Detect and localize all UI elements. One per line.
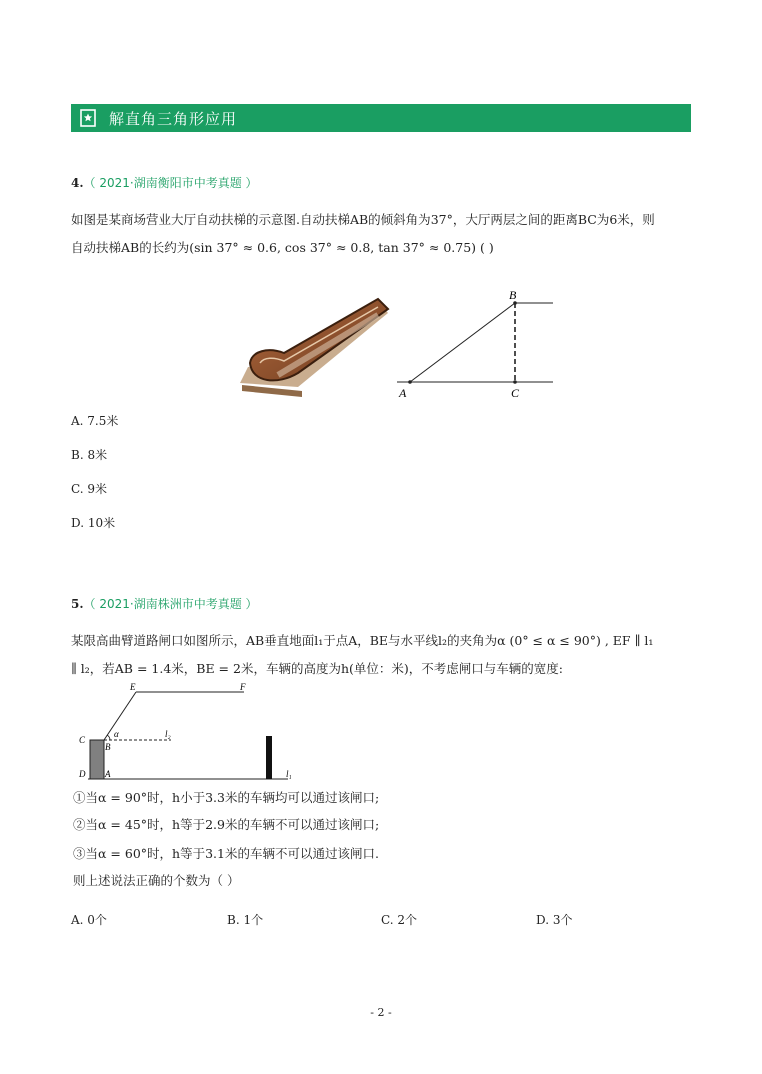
section-banner xyxy=(71,104,691,132)
q5-option-b[interactable]: B. 1个 xyxy=(227,913,264,927)
vehicle-bar xyxy=(266,736,272,779)
label-b: B xyxy=(509,288,517,302)
q4-triangle-figure xyxy=(393,285,563,403)
label-l2: l₂ xyxy=(165,729,171,739)
point-c xyxy=(513,380,517,384)
bookmark-star-icon xyxy=(79,109,97,127)
point-a xyxy=(408,380,412,384)
label-alpha: α xyxy=(114,729,119,739)
q5-statement-2: ②当α = 45°时，h等于2.9米的车辆不可以通过该闸口; xyxy=(73,817,380,832)
label-c: C xyxy=(79,735,86,745)
q5-statement-3: ③当α = 60°时，h等于3.1米的车辆不可以通过该闸口. xyxy=(73,846,379,861)
q5-source: （ 2021·湖南株洲市中考真题 ） xyxy=(83,597,258,611)
angle-arc xyxy=(107,735,110,740)
q5-stem-line1: 某限高曲臂道路闸口如图所示，AB垂直地面l₁于点A，BE与水平线l₂的夹角为α (0° ≤ α ≤ 90°) , EF ∥ l₁ xyxy=(71,633,654,648)
label-a: A xyxy=(105,769,111,779)
q4-stem-line1: 如图是某商场营业大厅自动扶梯的示意图.自动扶梯AB的倾斜角为37°，大厅两层之间的距离BC为6米，则 xyxy=(71,212,655,227)
q5-option-c[interactable]: C. 2个 xyxy=(381,913,418,927)
q5-stem-line2: ∥ l₂，若AB = 1.4米，BE = 2米，车辆的高度为h(单位：米)，不考虑闸口与车辆的宽度: xyxy=(71,661,563,676)
q5-number: 5. xyxy=(71,597,84,611)
section-title: 解直角三角形应用 xyxy=(109,109,238,128)
q5-gate-figure xyxy=(74,682,304,782)
q4-option-d[interactable]: D. 10米 xyxy=(71,516,116,530)
q5-header xyxy=(71,595,258,612)
segment-ab xyxy=(410,303,515,382)
label-d: D xyxy=(79,769,86,779)
label-l1: l₁ xyxy=(286,769,292,779)
label-f: F xyxy=(240,682,246,692)
label-a: A xyxy=(399,386,407,400)
label-b: B xyxy=(105,742,111,752)
arm-be xyxy=(104,692,136,740)
q5-option-d[interactable]: D. 3个 xyxy=(536,913,573,927)
q5-option-a[interactable]: A. 0个 xyxy=(71,913,107,927)
q4-stem-line2: 自动扶梯AB的长约为(sin 37° ≈ 0.6, cos 37° ≈ 0.8, tan 37° ≈ 0.75) ( ) xyxy=(71,240,494,255)
page-number: - 2 - xyxy=(370,1006,392,1019)
q4-option-a[interactable]: A. 7.5米 xyxy=(71,414,119,428)
q4-header xyxy=(71,174,258,191)
escalator-photo xyxy=(238,295,393,397)
q4-option-b[interactable]: B. 8米 xyxy=(71,448,108,462)
label-c: C xyxy=(511,386,520,400)
q4-option-c[interactable]: C. 9米 xyxy=(71,482,108,496)
gate-post xyxy=(90,740,104,779)
q4-number: 4. xyxy=(71,176,84,190)
q5-question: 则上述说法正确的个数为（ ） xyxy=(73,873,240,888)
q4-source: （ 2021·湖南衡阳市中考真题 ） xyxy=(83,176,258,190)
label-e: E xyxy=(130,682,136,692)
q5-statement-1: ①当α = 90°时，h小于3.3米的车辆均可以通过该闸口; xyxy=(73,790,380,805)
